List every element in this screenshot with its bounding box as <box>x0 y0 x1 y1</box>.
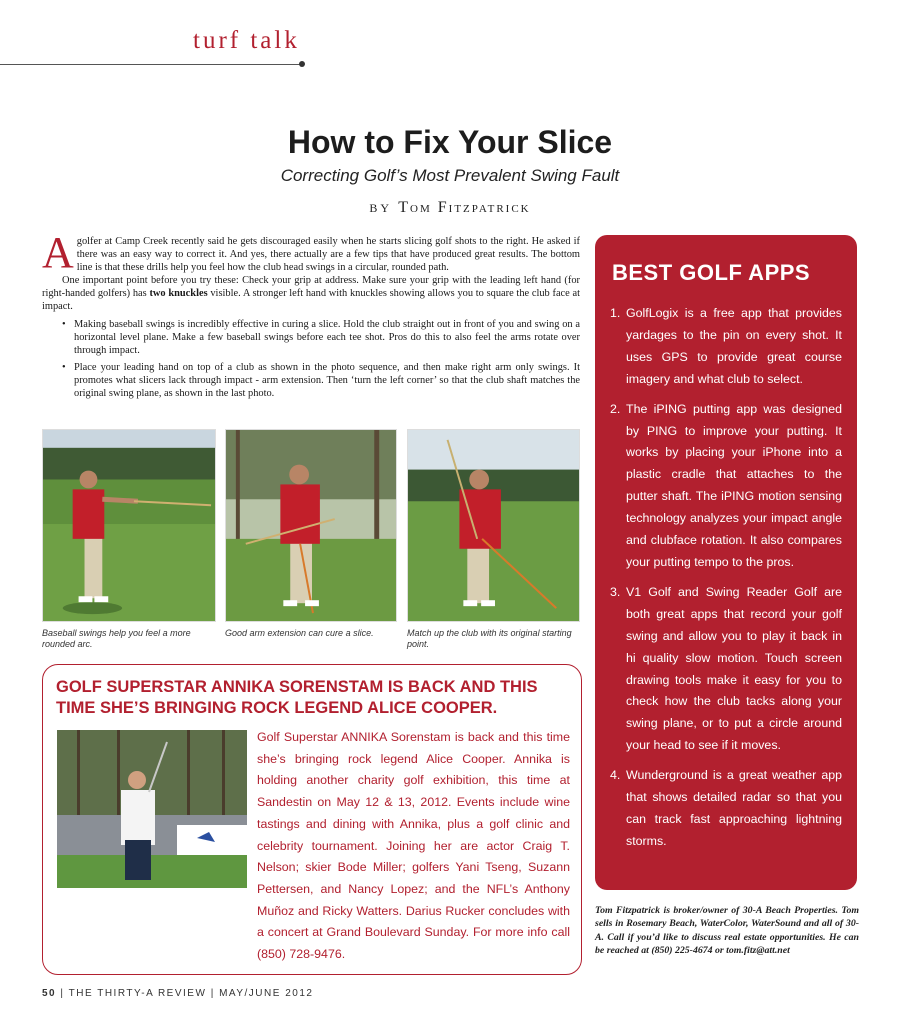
photo-caption: Match up the club with its original starting point. <box>407 628 572 649</box>
annika-body: Golf Superstar ANNIKA Sorenstam is back and this time she’s bringing rock legend Alice Cooper. Annika is holding another charity golf exhibition, this time at Sandestin on May 12 & 13, 2012. Events include wine tastings and dining with Annika, plus a golf clinic and celebrity tournament. Joining her are actor Craig T. Nelson; skier Bode Miller; golfers Yani Tseng, Suzann Pettersen, and Nancy Lopez; and the NFL’s Anthony Muñoz and Ricky Watters. Darius Rucker concludes with a concert at Grand Boulevard Sunday. For more info call (850) 728-9476. <box>257 730 570 962</box>
header-rule-dot <box>299 61 305 67</box>
author-bio: Tom Fitzpatrick is broker/owner of 30-A Beach Properties. Tom sells in Rosemary Beach, WaterColor, WaterSound and all of 30-A. Call if you’d like to discuss real estate opportunities. He can be reached at (850) 225-4674 or tom.fitz@att.net <box>595 905 859 956</box>
app-description: The iPING putting app was designed by PING to improve your putting. It works by placing your iPhone into a plastic cradle that attaches to the putter shaft. The iPING motion sensing technology analyzes your impact angle and clubface rotation. It also compares your putting tempo to the pros. <box>626 401 842 569</box>
tips-list <box>42 318 580 401</box>
list-item: • Place your leading hand on top of a club as shown in the photo sequence, and then make right arm only swings. It promotes what slicers lack through impact - arm extension. Then ‘turn the left corner’ so that the club shaft matches the original swing plane, as shown in the last photo. <box>42 361 580 400</box>
app-description: GolfLogix is a free app that provides yardages to the pin on every shot. It uses GPS to provide great course imagery and what club to select. <box>626 306 842 386</box>
photo-annika-sorenstam <box>57 730 247 888</box>
drop-cap: A <box>42 228 74 277</box>
annika-heading: GOLF SUPERSTAR ANNIKA SORENSTAM IS BACK AND THIS TIME SHE’S BRINGING ROCK LEGEND ALICE COOPER. <box>56 678 538 717</box>
photo-caption: Baseball swings help you feel a more rounded arc. <box>42 628 191 649</box>
page-number: 50 <box>42 988 57 999</box>
app-number: 4. <box>610 768 621 783</box>
app-description: V1 Golf and Swing Reader Golf are both great apps that record your golf swing and allow you to play it back in hi quality slow motion. Touch screen drawing tools make it easy for you to check how the club tacks along your swing plane, or to put a circle around your head to see if it moves. <box>626 584 842 753</box>
article-subtitle: Correcting Golf’s Most Prevalent Swing Fault <box>280 166 620 185</box>
grip-text-before: One important point before you try these: Check your grip at address. Make sure your grip with the leading left hand (for right-handed golfers) has <box>42 275 580 300</box>
photo-arm-extension <box>225 429 397 622</box>
photo-caption: Good arm extension can cure a slice. <box>225 628 374 638</box>
app-list <box>610 303 842 853</box>
intro-text: golfer at Camp Creek recently said he gets discouraged easily when he starts slicing golf shots to the right. He asked if there was an easy way to correct it. And yes, there actually are a few tips that have produced great results. The bottom line is that these drills help you feel how the club head swings in a circular, rounded path. <box>76 236 580 274</box>
grip-bold: two knuckles <box>149 288 208 300</box>
app-number: 1. <box>610 306 621 320</box>
list-item: • Making baseball swings is incredibly effective in curing a slice. Hold the club straight out in front of you and swing on a horizontal level plane. Make a few baseball swings before each tee shot. Pros do this to also feel the arms rotate over through impact. <box>42 318 580 357</box>
intro-paragraph <box>42 228 580 277</box>
sidebar-title: BEST GOLF APPS <box>612 260 811 285</box>
grip-paragraph <box>42 274 580 313</box>
section-label: turf talk <box>193 27 300 54</box>
app-number: 3. <box>610 584 621 599</box>
page-footer <box>42 988 313 999</box>
footer-separator: | <box>60 988 65 999</box>
app-number: 2. <box>610 401 621 416</box>
article-title: How to Fix Your Slice <box>287 124 613 160</box>
list-item <box>610 303 842 391</box>
app-description: Wunderground is a great weather app that shows detailed radar so that you can track fast approaching lightning storms. <box>626 768 842 848</box>
article-body <box>42 228 581 404</box>
byline-author: Tom Fitzpatrick <box>398 199 531 216</box>
grip-text-after: visible. A stronger left hand with knuckles showing allows you to square the club face at impact. <box>42 288 581 313</box>
list-item <box>610 399 842 574</box>
photo-swing-plane <box>407 429 580 622</box>
list-item <box>610 582 842 757</box>
issue-date: MAY/JUNE 2012 <box>219 988 314 999</box>
header-rule <box>0 64 302 65</box>
publication-name: THE THIRTY-A REVIEW <box>68 988 207 999</box>
byline <box>0 199 900 217</box>
list-item <box>610 765 842 853</box>
byline-prefix: BY <box>369 201 393 215</box>
photo-baseball-swing <box>42 429 216 622</box>
footer-separator: | <box>210 988 215 999</box>
